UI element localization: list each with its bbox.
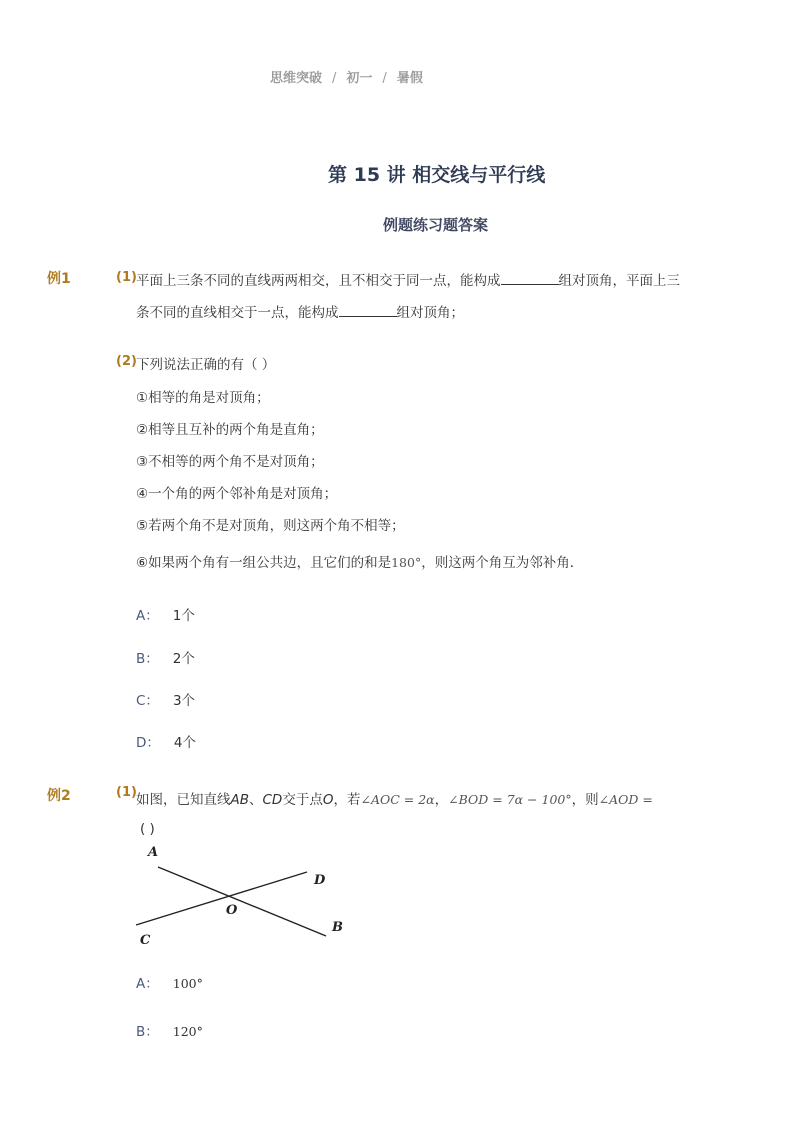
ex1-option-d[interactable] (136, 731, 196, 751)
option-letter: B： (136, 651, 159, 667)
statement-6-text-b: ，则这两个角互为邻补角． (421, 555, 584, 571)
option-letter: A： (136, 608, 159, 624)
option-value: 120° (172, 1024, 203, 1039)
breadcrumb-grade[interactable]: 初一 (346, 71, 373, 86)
option-value: 2个 (172, 651, 195, 667)
label-d: D (314, 873, 326, 888)
ex1-option-c[interactable] (136, 689, 195, 709)
ex2-q1-number: (1) (116, 785, 137, 800)
statement-5: ⑤若两个角不是对顶角，则这两个角不相等； (136, 518, 405, 534)
ex1-q1-line2 (136, 301, 464, 321)
breadcrumb (270, 67, 423, 86)
ex2-option-b[interactable] (136, 1020, 203, 1040)
ex1-option-b[interactable] (136, 647, 195, 667)
ex2-option-a[interactable] (136, 972, 203, 992)
ex1-q1-line1-text-b: 组对顶角，平面上三 (558, 273, 680, 289)
ex2-stem-text-1: 如图，已知直线 (136, 792, 231, 808)
ex2-stem-text-2: 、 (249, 792, 263, 808)
angle-aoc-expr: ∠AOC = 2α (360, 792, 435, 807)
breadcrumb-subject[interactable]: 思维突破 (270, 71, 323, 86)
answer-blank[interactable] (501, 272, 559, 285)
ex1-q1-line1-text-a: 平面上三条不同的直线两两相交，且不相交于同一点，能构成 (136, 273, 501, 289)
ex2-stem-text-3: 交于点 (282, 792, 323, 808)
statement-1: ①相等的角是对顶角； (136, 390, 270, 406)
breadcrumb-term[interactable]: 暑假 (396, 71, 423, 86)
ex1-option-a[interactable] (136, 604, 195, 624)
breadcrumb-separator: / (332, 71, 337, 86)
ex2-stem-text-4: ，若 (333, 792, 361, 808)
ex1-q2-stem: 下列说法正确的有（ ） (136, 357, 276, 373)
page-subtitle: 例题练习题答案 (383, 216, 489, 234)
option-value: 1个 (172, 608, 195, 624)
ex2-stem-text-6: ，则 (571, 792, 599, 808)
option-letter: C： (136, 693, 159, 709)
statement-6-text-a: ⑥如果两个角有一组公共边，且它们的和是 (136, 555, 392, 571)
option-value: 3个 (172, 693, 196, 709)
option-letter: D： (136, 735, 160, 751)
point-o: O (322, 792, 334, 808)
ex2-stem-text-5: ， (434, 792, 449, 808)
example-2-label: 例2 (47, 788, 71, 804)
line-ab: AB (230, 792, 249, 808)
ex1-q1-line2-text-b: 组对顶角； (396, 305, 464, 321)
statement-3: ③不相等的两个角不是对顶角； (136, 454, 324, 470)
label-o: O (226, 903, 238, 918)
label-c: C (140, 933, 151, 948)
intersecting-lines-figure (130, 838, 360, 958)
angle-aod-expr: ∠AOD = (598, 792, 653, 807)
ex2-answer-paren: ( ) (140, 821, 155, 837)
option-letter: A： (136, 976, 159, 992)
statement-6-angle: 180° (391, 555, 422, 570)
statement-2: ②相等且互补的两个角是直角； (136, 422, 324, 438)
answer-blank[interactable] (339, 304, 397, 317)
ex1-q1-line1 (136, 269, 680, 289)
example-1-label: 例1 (47, 271, 71, 287)
label-a: A (148, 845, 159, 860)
ex1-q1-number: (1) (116, 270, 137, 285)
ex2-q1-stem (136, 788, 653, 808)
angle-bod-expr: ∠BOD = 7α − 100° (448, 792, 572, 807)
ex1-q1-line2-text-a: 条不同的直线相交于一点，能构成 (136, 305, 339, 321)
ex1-q2-number: (2) (116, 354, 137, 369)
line-ab-stroke (158, 867, 326, 936)
option-letter: B： (136, 1024, 159, 1040)
statement-4: ④一个角的两个邻补角是对顶角； (136, 486, 338, 502)
page-title: 第 15 讲 相交线与平行线 (328, 164, 546, 186)
statement-6 (136, 551, 583, 571)
option-value: 100° (172, 976, 203, 991)
label-b: B (332, 920, 343, 935)
option-value: 4个 (173, 735, 196, 751)
line-cd: CD (262, 792, 283, 808)
breadcrumb-separator: / (382, 71, 387, 86)
